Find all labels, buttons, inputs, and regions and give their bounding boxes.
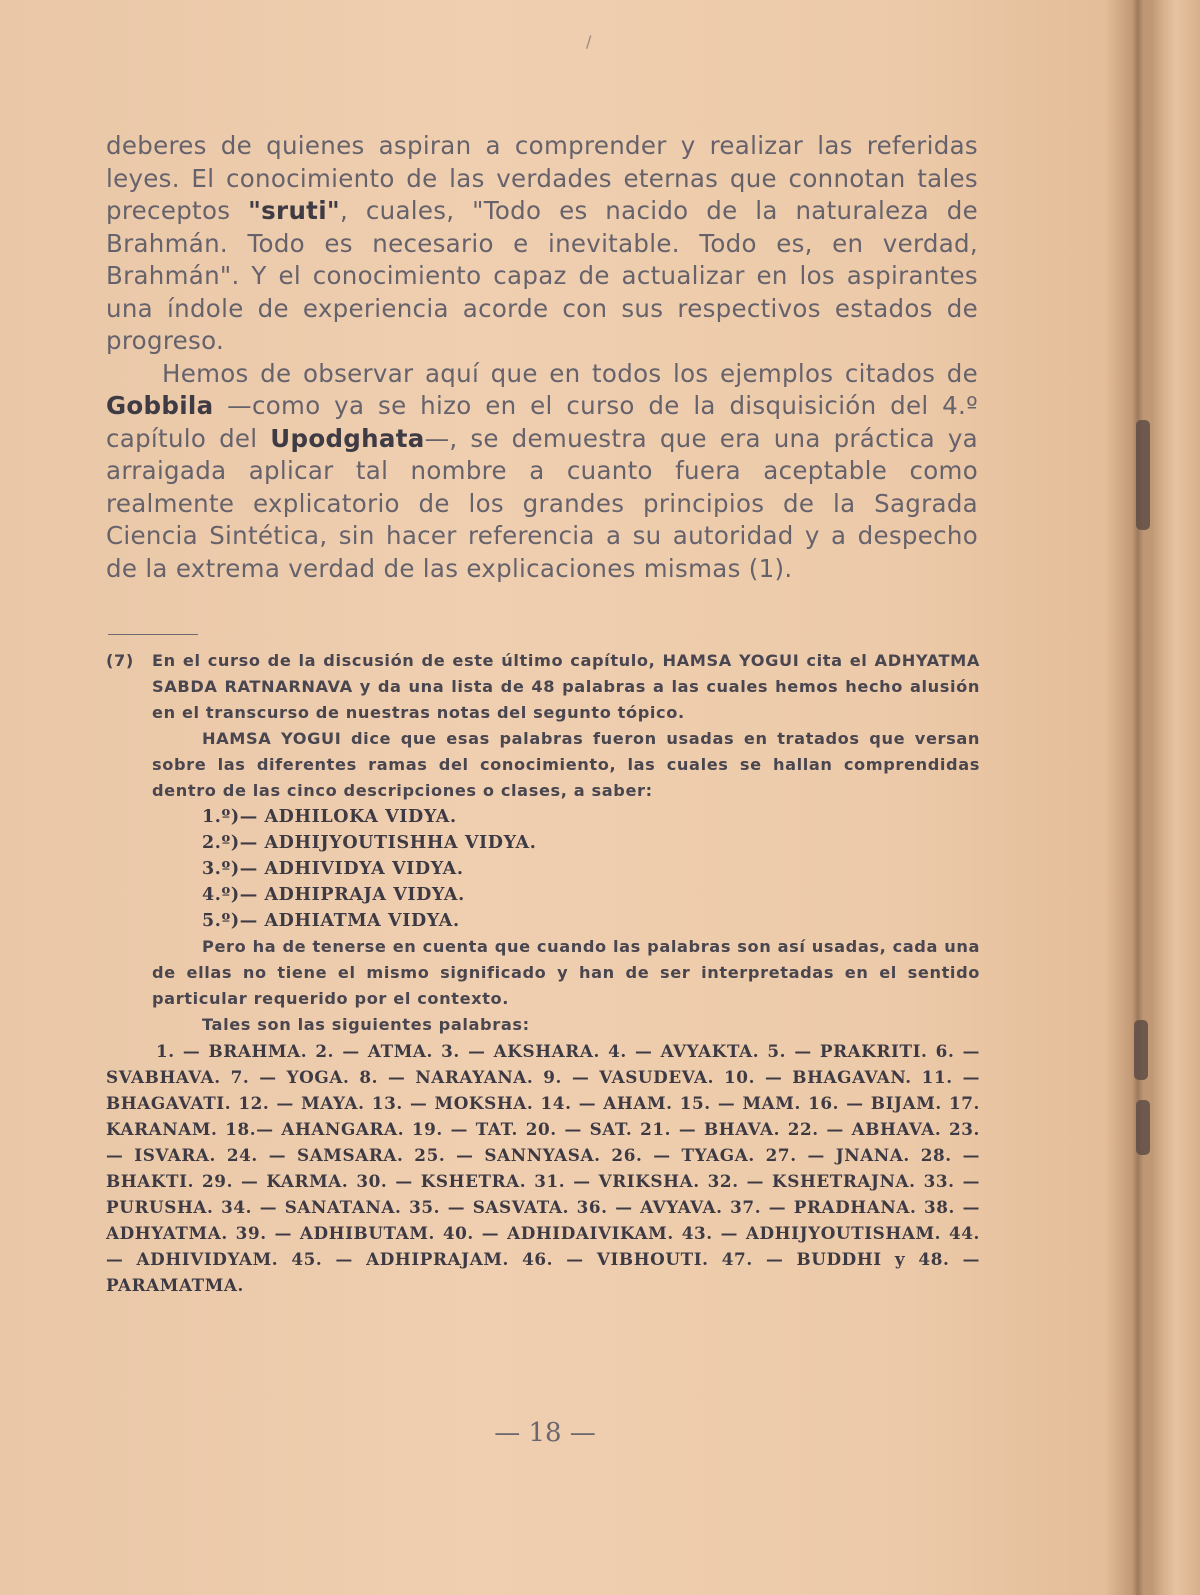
footnote-paragraph: En el curso de la discusión de este último capítulo, HAMSA YOGUI cita el ADHYATMA SABDA RATNARNAVA y da una lista de 48 palabras a las cuales hemos hecho alusión en el transcurso de nuestras notas del segunto tópico. xyxy=(152,651,980,722)
binding-mark xyxy=(1134,1020,1148,1080)
footnote-row xyxy=(106,648,980,1038)
class-item: 5.º)— ADHIATMA VIDYA. xyxy=(202,911,460,931)
class-item: 3.º)— ADHIVIDYA VIDYA. xyxy=(202,859,464,879)
text-segment: deberes de quienes aspiran a comprender y realizar las referidas leyes. El conocimiento de las verdades eternas que connotan tales preceptos xyxy=(106,131,978,225)
footnote-paragraph: Pero ha de tenerse en cuenta que cuando las palabras son así usadas, cada una de ellas no tiene el mismo significado y han de ser interpretadas en el sentido particular requerido por el contexto. xyxy=(152,937,981,1008)
class-list xyxy=(152,804,980,934)
footnote-number: (7) xyxy=(106,651,134,670)
text-segment: —como ya se hizo en el curso de la disquisición del 4.º capítulo del xyxy=(106,391,978,453)
class-item: 2.º)— ADHIJYOUTISHHA VIDYA. xyxy=(202,833,537,853)
word-list xyxy=(106,1038,980,1298)
word-list-text: 1. — BRAHMA. 2. — ATMA. 3. — AKSHARA. 4. — AVYAKTA. 5. — PRAKRITI. 6. — SVABHAVA. 7. — YOGA. 8. — NARAYANA. 9. — VASUDEVA. 10. — BHAGAVAN. 11. — BHAGAVATI. 12. — MAYA. 13. — MOKSHA. 14. — AHAM. 15. — MAM. 16. — BIJAM. 17. KARANAM. 18.— AHANGARA. 19. — TAT. 20. — SAT. 21. — BHAVA. 22. — ABHAVA. 23. — ISVARA. 24. — SAMSARA. 25. — SANNYASA. 26. — TYAGA. 27. — JNANA. 28. — BHAKTI. 29. — KARMA. 30. — KSHETRA. 31. — VRIKSHA. 32. — KSHETRAJNA. 33. — PURUSHA. 34. — SANATANA. 35. — SASVATA. 36. — AVYAVA. 37. — PRADHANA. 38. — ADHYATMA. 39. — ADHIBUTAM. 40. — ADHIDAIVIKAM. 43. — ADHIJYOUTISHAM. 44. — ADHIVIDYAM. 45. — ADHIPRAJAM. 46. — VIBHOUTI. 47. — BUDDHI y 48. — PARAMATMA. xyxy=(106,1041,980,1295)
class-item: 4.º)— ADHIPRAJA VIDYA. xyxy=(202,885,465,905)
paragraph-1 xyxy=(106,130,978,358)
footnote xyxy=(106,648,980,1298)
term-gobbila: Gobbila xyxy=(106,391,214,420)
text-segment: , cuales, "Todo es nacido de la naturaleza de Brahmán. Todo es necesario e inevitable. Todo es, en verdad, Brahmán". Y el conocimiento capaz de actualizar en los aspirantes una índole de experiencia acorde con sus respectivos estados de progreso. xyxy=(106,196,978,355)
footnote-body xyxy=(152,648,980,1038)
class-item: 1.º)— ADHILOKA VIDYA. xyxy=(202,807,457,827)
term-upodghata: Upodghata xyxy=(270,423,425,453)
main-text xyxy=(106,130,978,585)
page-number: — 18 — xyxy=(494,1418,596,1448)
binding-mark xyxy=(1136,1100,1150,1155)
term-sruti: "sruti" xyxy=(248,196,340,225)
footnote-paragraph: HAMSA YOGUI dice que esas palabras fueron usadas en tratados que versan sobre las diferentes ramas del conocimiento, las cuales se hallan comprendidas dentro de las cinco descripciones o clases, a saber: xyxy=(152,729,980,800)
binding-mark xyxy=(1136,420,1150,530)
paragraph-2 xyxy=(106,358,978,586)
text-segment: Hemos de observar aquí que en todos los ejemplos citados de xyxy=(162,358,978,388)
book-spine-shadow xyxy=(1106,0,1164,1595)
text-segment: —, se demuestra que era una práctica ya arraigada aplicar tal nombre a cuanto fuera aceptable como realmente explicatorio de los grandes principios de la Sagrada Ciencia Sintética, sin hacer referencia a su autoridad y a despecho de la extrema verdad de las explicaciones mismas (1). xyxy=(106,423,978,583)
footnote-rule xyxy=(108,634,198,635)
footnote-paragraph: Tales son las siguientes palabras: xyxy=(202,1015,530,1034)
top-mark: / xyxy=(586,32,592,51)
